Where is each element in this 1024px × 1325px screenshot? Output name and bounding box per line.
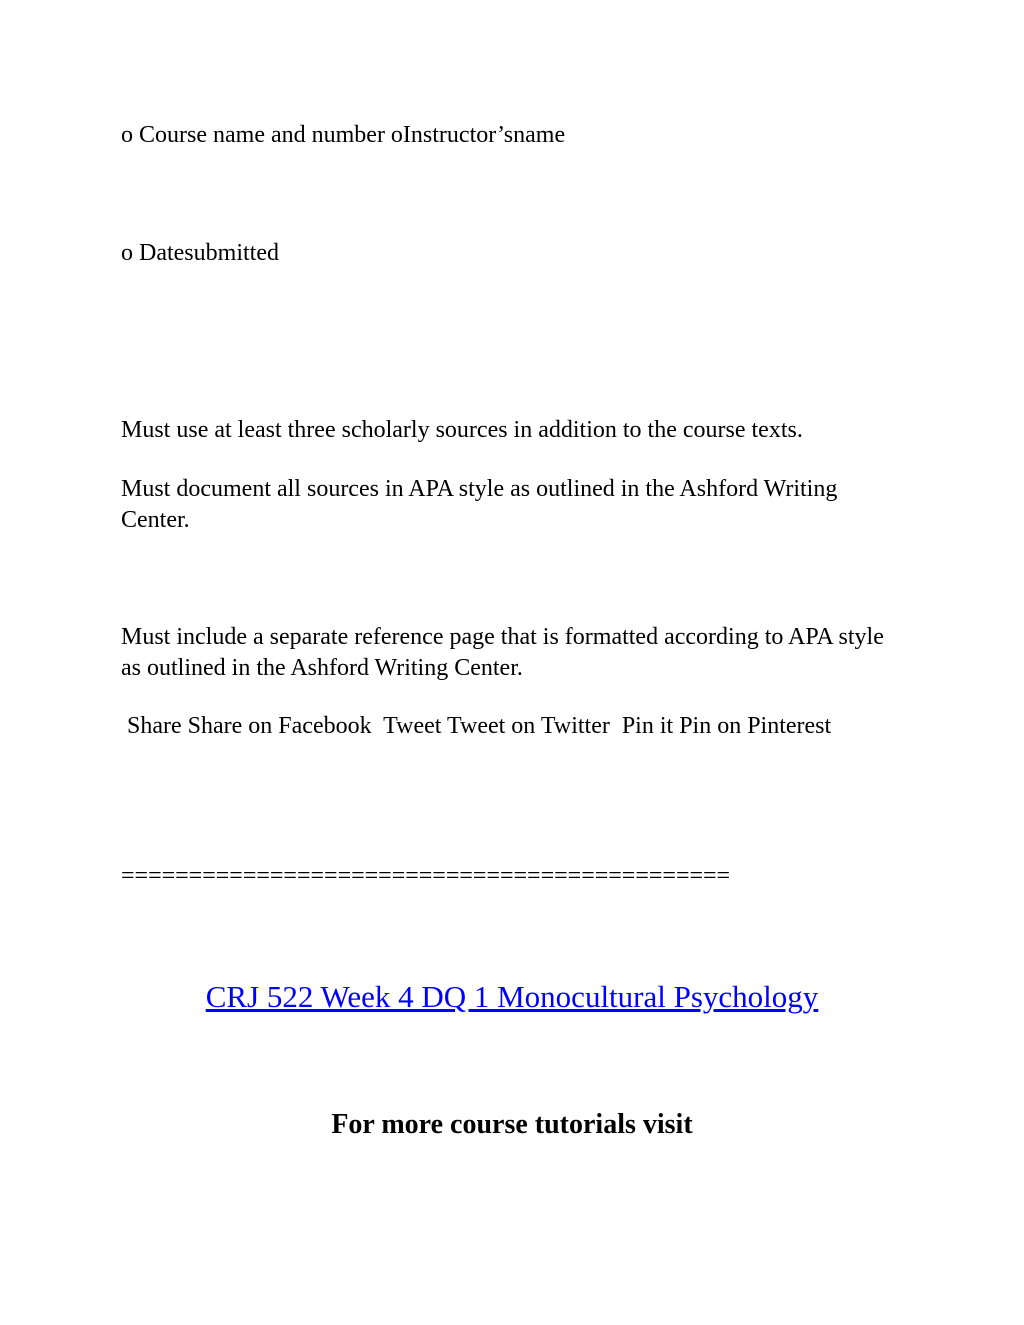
bullet-course-instructor: o Course name and number oInstructor’sname <box>121 122 566 148</box>
requirement-reference-page: Must include a separate reference page that is formatted according to APA style as outlined in the Ashford Writing Center. <box>121 624 884 681</box>
footer-heading: For more course tutorials visit <box>331 1109 693 1140</box>
course-link[interactable]: CRJ 522 Week 4 DQ 1 Monocultural Psychology <box>205 979 819 1014</box>
share-links-text: Share Share on Facebook Tweet Tweet on Twitter Pin it Pin on Pinterest <box>121 713 832 739</box>
separator-line: ============================================= <box>121 863 731 889</box>
requirement-scholarly-sources: Must use at least three scholarly sources in addition to the course texts. <box>121 417 803 443</box>
bullet-date-submitted: o Datesubmitted <box>121 240 279 266</box>
requirement-apa-documentation: Must document all sources in APA style as outlined in the Ashford Writing Center. <box>121 476 838 533</box>
